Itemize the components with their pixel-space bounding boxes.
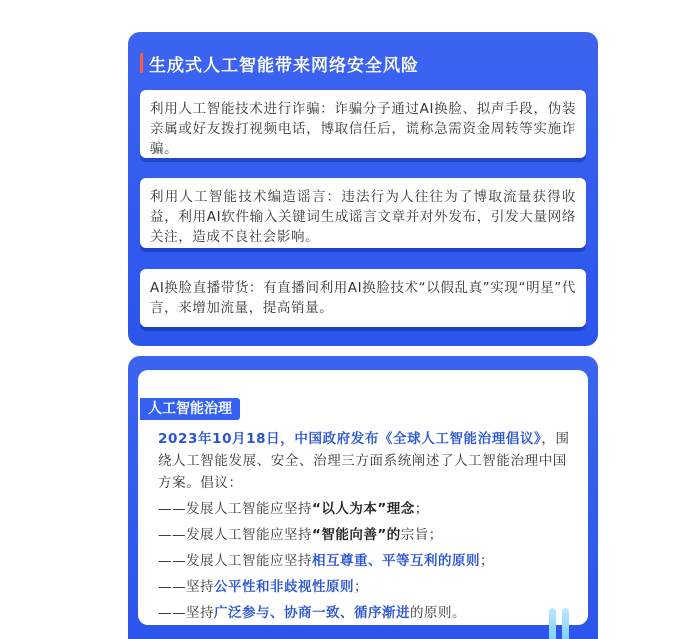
item-highlight: “智能向善”的 (312, 527, 401, 543)
item-highlight: 公平性和非歧视性原则 (214, 579, 354, 595)
list-item (158, 574, 578, 600)
risk-card-livestream (140, 269, 586, 327)
principle-list (158, 496, 578, 626)
decorative-bars (545, 608, 573, 639)
item-highlight: 广泛参与、协商一致、循序渐进 (214, 605, 410, 621)
risk-card-text: 利用人工智能技术编造谣言：违法行为人往往为了博取流量获得收益，利用AI软件输入关键词生成谣言文章并对外发布，引发大量网络关注，造成不良社会影响。 (150, 189, 576, 245)
item-prefix: ——发展人工智能应坚持 (158, 501, 312, 517)
list-item (158, 600, 578, 626)
item-suffix: 宗旨； (400, 527, 443, 543)
list-item (158, 522, 578, 548)
decorative-bar (562, 608, 569, 639)
item-prefix: ——发展人工智能应坚持 (158, 553, 312, 569)
item-prefix: ——坚持 (158, 579, 214, 595)
intro-highlight: 2023年10月18日，中国政府发布《全球人工智能治理倡议》 (158, 431, 542, 447)
item-suffix: ； (354, 579, 368, 595)
risk-card-text: 利用人工智能技术进行诈骗：诈骗分子通过AI换脸、拟声手段，伪装亲属或好友拨打视频电话，博取信任后，谎称急需资金周转等实施诈骗。 (150, 101, 576, 157)
decorative-bar (549, 608, 556, 639)
risk-card-fraud (140, 90, 586, 158)
item-suffix: ； (414, 501, 429, 517)
governance-tag: 人工智能治理 (140, 398, 240, 420)
item-prefix: ——坚持 (158, 605, 214, 621)
governance-card (138, 370, 588, 625)
list-item (158, 496, 578, 522)
item-highlight: 相互尊重、平等互利的原则 (312, 553, 480, 569)
intro-rest: ，围绕人工智能发展、安全、治理三方面系统阐述了人工智能治理中国方案。倡议： (158, 431, 570, 491)
item-suffix: 的原则。 (410, 605, 466, 621)
list-item (158, 548, 578, 574)
item-prefix: ——发展人工智能应坚持 (158, 527, 312, 543)
governance-intro (158, 428, 578, 494)
risk-card-text: AI换脸直播带货：有直播间利用AI换脸技术“以假乱真”实现“明星”代言，来增加流量，提高销量。 (150, 280, 576, 316)
risk-panel-title: 生成式人工智能带来网络安全风险 (149, 55, 419, 76)
title-accent-bar (140, 53, 143, 73)
risk-card-rumor (140, 178, 586, 248)
governance-panel (128, 356, 598, 639)
risk-panel-header (140, 50, 419, 76)
item-suffix: ； (480, 553, 494, 569)
risk-panel (128, 32, 598, 346)
item-highlight: “以人为本”理念 (312, 501, 415, 517)
